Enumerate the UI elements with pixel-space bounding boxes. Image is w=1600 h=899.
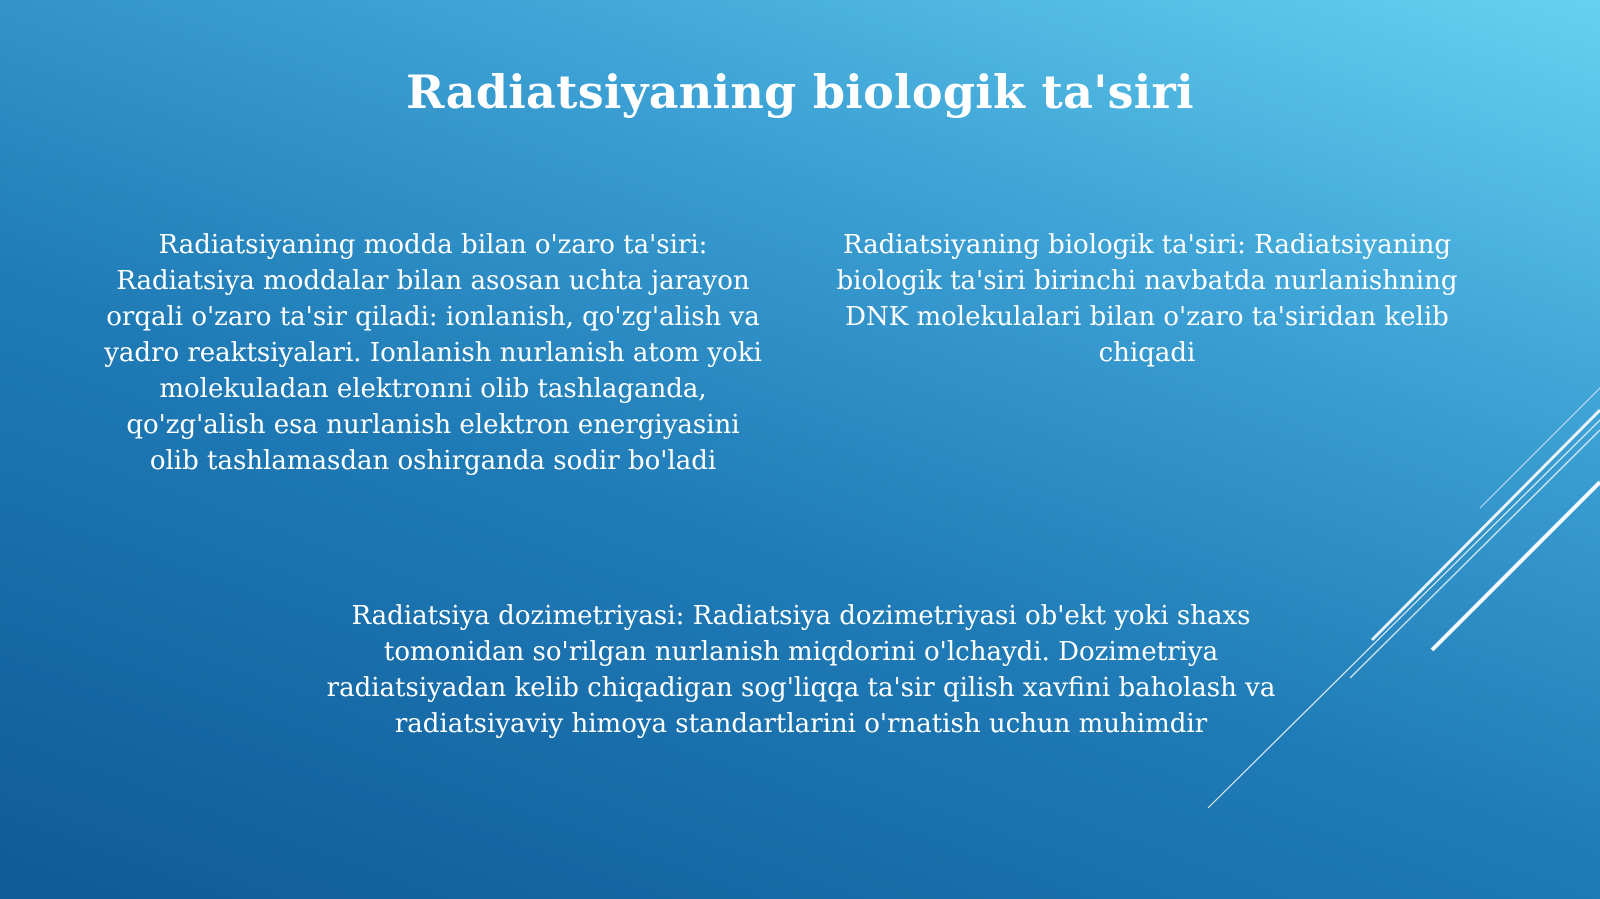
biological-effect-text-block: Radiatsiyaning biologik ta'siri: Radiatsiyaning biologik ta'siri birinchi navbatda nurlanishning DNK molekulalari bilan o'zaro ta'siridan kelib chiqadi bbox=[836, 230, 1458, 368]
deco-line-3 bbox=[1350, 430, 1600, 678]
deco-line-4 bbox=[1432, 482, 1600, 650]
interaction-text-block: Radiatsiyaning modda bilan o'zaro ta'siri: Radiatsiya moddalar bilan asosan uchta jarayon orqali o'zaro ta'sir qiladi: ionlanish, qo'zg'alish va yadro reaktsiyalari. Ionlanish nurlanish atom yoki molekuladan elektronni olib tashlaganda, qo'zg'alish esa nurlanish elektron energiyasini olib tashlamasdan oshirganda sodir bo'ladi bbox=[104, 230, 762, 476]
deco-line-2 bbox=[1372, 410, 1600, 640]
dosimetry-text-block: Radiatsiya dozimetriyasi: Radiatsiya dozimetriyasi ob'ekt yoki shaxs tomonidan so'rilgan nurlanish miqdorini o'lchaydi. Dozimetriya radiatsiyadan kelib chiqadigan sog'liqqa ta'sir qilish xavfini baholash va radiatsiyaviy himoya standartlarini o'rnatish uchun muhimdir bbox=[326, 601, 1276, 739]
slide-title: Radiatsiyaning biologik ta'siri bbox=[406, 65, 1194, 119]
